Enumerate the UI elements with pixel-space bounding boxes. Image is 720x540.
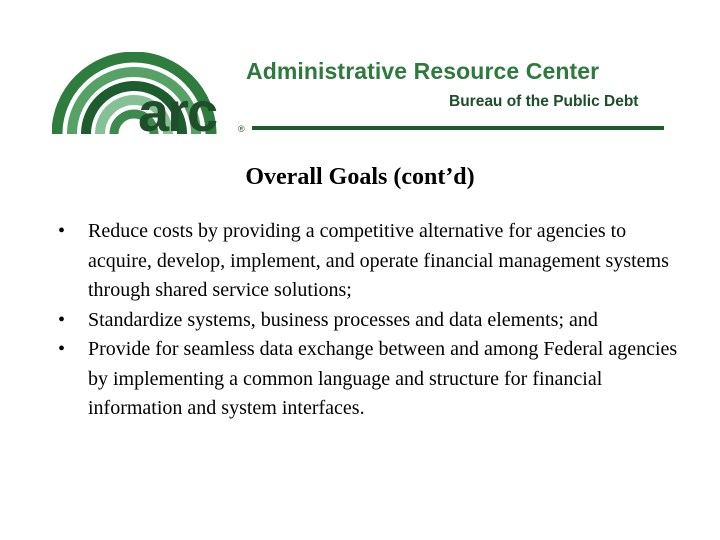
bullet-text: Provide for seamless data exchange between and among Federal agencies by implementing a common language and structure for financial information and system interfaces.	[88, 338, 678, 419]
slide-title: Overall Goals (cont’d)	[245, 164, 475, 190]
bullet-text: Reduce costs by providing a competitive alternative for agencies to acquire, develop, implement, and operate financial management systems through shared service solutions;	[88, 220, 669, 301]
bullet-list	[58, 217, 678, 424]
bullet-item	[58, 217, 678, 306]
bullet-marker: •	[58, 220, 66, 242]
header-rule	[252, 126, 664, 130]
bullet-marker: •	[58, 338, 66, 360]
header	[0, 0, 720, 140]
org-name: Administrative Resource Center	[246, 58, 600, 84]
arc-logo	[52, 52, 252, 134]
org-subtitle: Bureau of the Public Debt	[449, 93, 639, 110]
bullet-text: Standardize systems, business processes and data elements; and	[88, 308, 598, 331]
bullet-marker: •	[58, 308, 66, 331]
logo-text: arc	[138, 80, 217, 134]
bullet-item	[58, 306, 678, 336]
registered-mark: ®	[238, 124, 245, 134]
bullet-item	[58, 335, 678, 424]
